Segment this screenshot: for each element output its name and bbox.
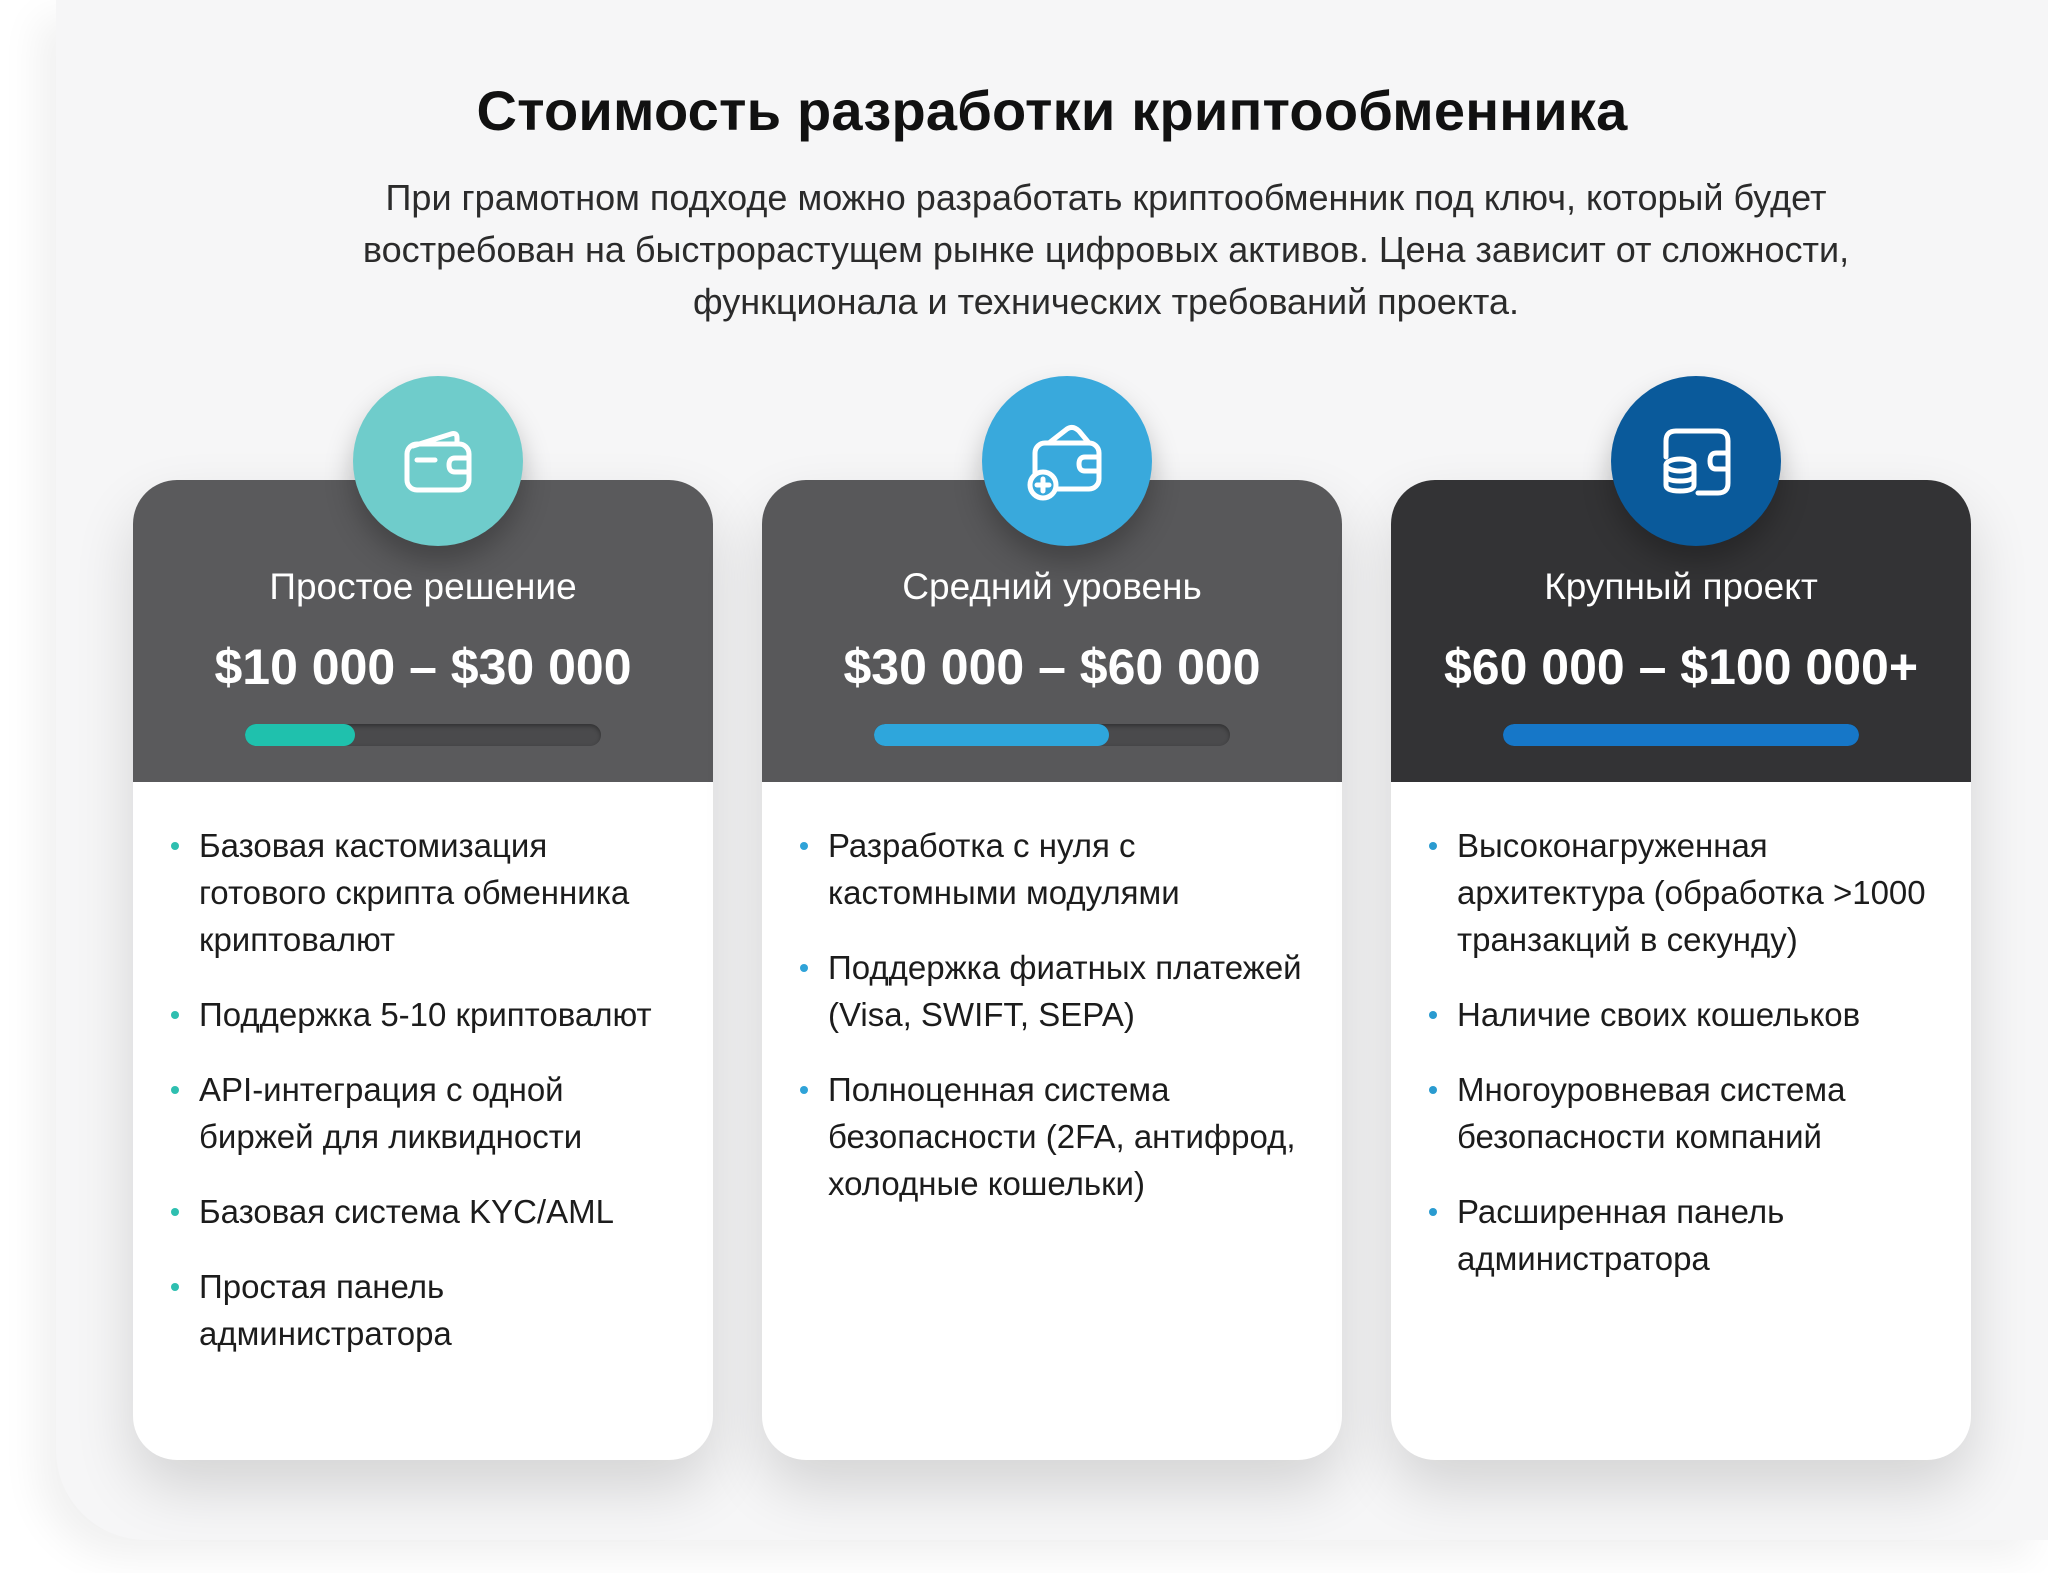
feature-item: Поддержка 5-10 криптовалют xyxy=(171,991,681,1038)
price-level-bar xyxy=(874,724,1230,746)
bullet xyxy=(171,842,179,850)
bullet xyxy=(800,1086,808,1094)
bullet xyxy=(1429,1086,1437,1094)
feature-list xyxy=(800,822,1310,1235)
feature-item: Полноценная система безопасности (2FA, антифрод, холодные кошельки) xyxy=(800,1066,1310,1207)
bullet xyxy=(1429,1011,1437,1019)
tier-price: $60 000 – $100 000+ xyxy=(1443,639,1919,695)
tier-price: $30 000 – $60 000 xyxy=(843,639,1261,695)
tier-name: Крупный проект xyxy=(1544,566,1818,607)
price-level-bar xyxy=(1503,724,1859,746)
feature-item: API-интеграция с одной биржей для ликвидности xyxy=(171,1066,681,1160)
tier-name: Простое решение xyxy=(269,566,577,607)
wallet-icon xyxy=(353,376,523,546)
feature-item: Разработка с нуля с кастомными модулями xyxy=(800,822,1310,916)
feature-item: Многоуровневая система безопасности компаний xyxy=(1429,1066,1939,1160)
bullet xyxy=(800,842,808,850)
pricing-card-simple xyxy=(133,480,713,1460)
feature-item: Базовая кастомизация готового скрипта обменника криптовалют xyxy=(171,822,681,963)
coins-wallet-icon xyxy=(1611,376,1781,546)
feature-list xyxy=(1429,822,1939,1310)
price-level-bar xyxy=(245,724,601,746)
bullet xyxy=(800,964,808,972)
tier-name: Средний уровень xyxy=(902,566,1202,607)
pricing-card-medium xyxy=(762,480,1342,1460)
price-level-fill xyxy=(1503,724,1859,746)
feature-list xyxy=(171,822,681,1385)
bullet xyxy=(171,1011,179,1019)
tier-price: $10 000 – $30 000 xyxy=(214,639,632,695)
price-level-fill xyxy=(874,724,1109,746)
bullet xyxy=(171,1283,179,1291)
subtitle-line: востребован на быстрорастущем рынке цифровых активов. Цена зависит от сложности, xyxy=(362,229,1850,270)
price-level-fill xyxy=(245,724,355,746)
feature-item: Базовая система KYC/AML xyxy=(171,1188,681,1235)
feature-item: Расширенная панель администратора xyxy=(1429,1188,1939,1282)
feature-item: Простая панель администратора xyxy=(171,1263,681,1357)
wallet-add-icon xyxy=(982,376,1152,546)
page-subtitle xyxy=(256,172,1956,328)
bullet xyxy=(1429,842,1437,850)
feature-item: Высоконагруженная архитектура (обработка >1000 транзакций в секунду) xyxy=(1429,822,1939,963)
bullet xyxy=(1429,1208,1437,1216)
bullet xyxy=(171,1086,179,1094)
page-title: Стоимость разработки криптообменника xyxy=(476,79,1628,142)
bullet xyxy=(171,1208,179,1216)
subtitle-line: функционала и технических требований проекта. xyxy=(692,281,1519,322)
feature-item: Наличие своих кошельков xyxy=(1429,991,1939,1038)
pricing-card-large xyxy=(1391,480,1971,1460)
feature-item: Поддержка фиатных платежей (Visa, SWIFT, SEPA) xyxy=(800,944,1310,1038)
subtitle-line: При грамотном подходе можно разработать криптообменник под ключ, который будет xyxy=(385,177,1827,218)
